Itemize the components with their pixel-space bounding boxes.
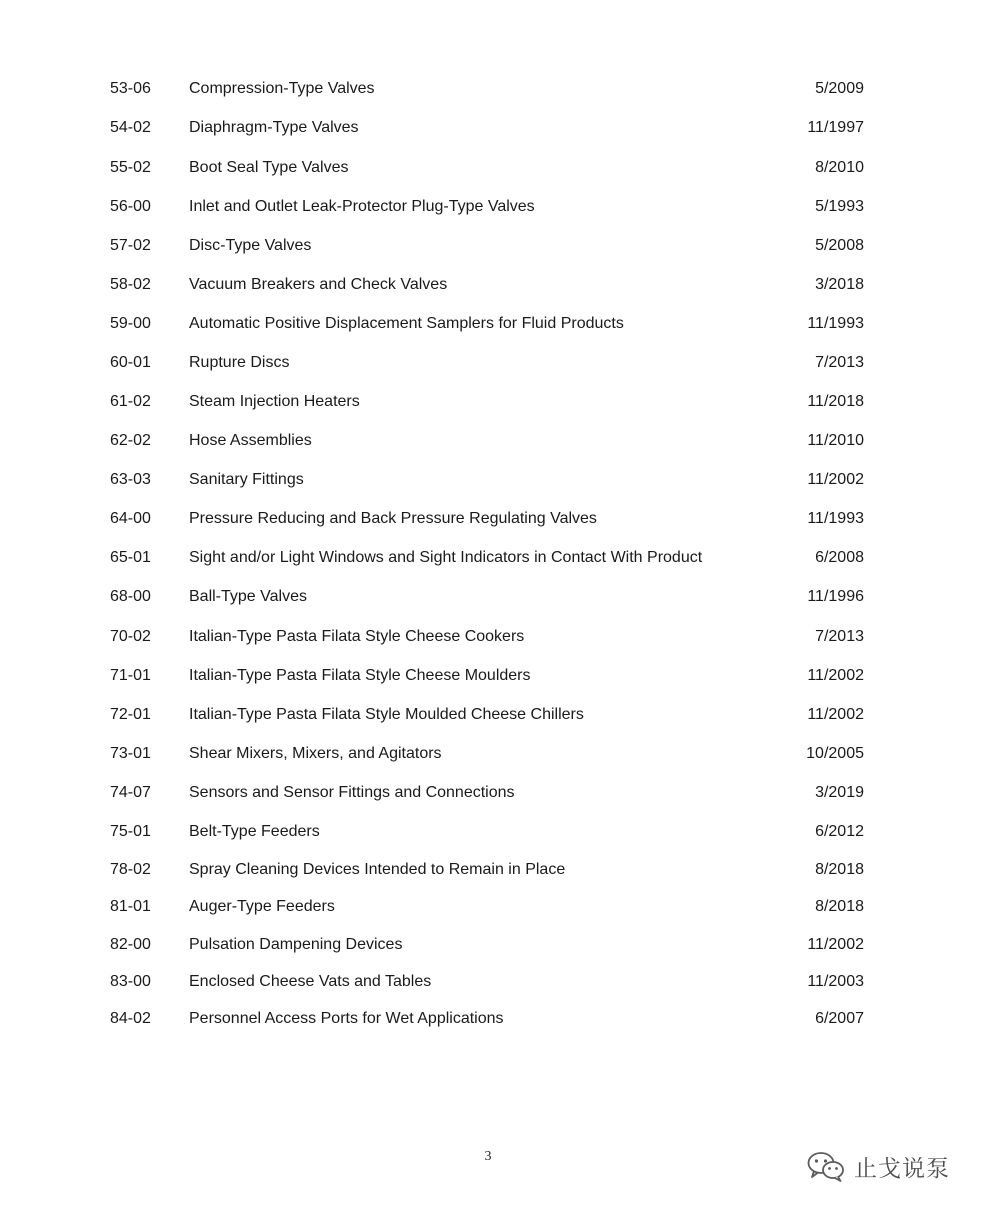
watermark-text: 止戈说泵 [854,1155,950,1182]
standard-title: Pressure Reducing and Back Pressure Regulating Valves [189,510,597,527]
standard-title: Vacuum Breakers and Check Valves [189,276,448,293]
standard-title: Sensors and Sensor Fittings and Connections [189,784,515,801]
standard-date: 11/2003 [807,973,864,990]
standard-title: Pulsation Dampening Devices [189,936,403,953]
standard-title: Boot Seal Type Valves [189,159,349,176]
standard-code: 82-00 [110,936,151,953]
standard-code: 59-00 [110,315,151,332]
standard-code: 55-02 [110,159,151,176]
standard-code: 53-06 [110,80,151,97]
standard-code: 54-02 [110,119,151,136]
standard-code: 73-01 [110,745,151,762]
standard-date: 5/2009 [815,80,864,97]
standard-title: Belt-Type Feeders [189,823,320,840]
standard-date: 11/1997 [807,119,864,136]
standard-title: Disc-Type Valves [189,237,312,254]
list-item [110,117,866,139]
standard-code: 84-02 [110,1010,151,1027]
list-item [110,313,866,335]
standard-date: 8/2018 [815,898,864,915]
standard-date: 5/2008 [815,237,864,254]
wechat-icon [806,1150,846,1182]
standard-date: 6/2007 [815,1010,864,1027]
list-item [110,196,866,218]
standard-title: Sight and/or Light Windows and Sight Indicators in Contact With Product [189,549,703,566]
standard-date: 11/2010 [807,432,864,449]
standard-code: 71-01 [110,667,151,684]
standard-title: Automatic Positive Displacement Samplers for Fluid Products [189,315,624,332]
standard-title: Compression-Type Valves [189,80,375,97]
standard-code: 61-02 [110,393,151,410]
standard-code: 68-00 [110,588,151,605]
standard-code: 63-03 [110,471,151,488]
standard-title: Personnel Access Ports for Wet Applications [189,1010,504,1027]
standard-code: 81-01 [110,898,151,915]
standard-code: 65-01 [110,549,151,566]
list-item [110,896,866,918]
list-item [110,508,866,530]
standard-title: Steam Injection Heaters [189,393,360,410]
standard-title: Shear Mixers, Mixers, and Agitators [189,745,442,762]
list-item [110,157,866,179]
standard-code: 78-02 [110,861,151,878]
list-item [110,782,866,804]
list-item [110,704,866,726]
standard-code: 64-00 [110,510,151,527]
list-item [110,469,866,491]
standard-title: Auger-Type Feeders [189,898,335,915]
standard-date: 8/2018 [815,861,864,878]
list-item [110,430,866,452]
standard-code: 57-02 [110,237,151,254]
standard-title: Inlet and Outlet Leak-Protector Plug-Type Valves [189,198,535,215]
standard-code: 62-02 [110,432,151,449]
standard-code: 74-07 [110,784,151,801]
list-item [110,586,866,608]
list-item [110,971,866,993]
standard-date: 3/2019 [815,784,864,801]
list-item [110,821,866,843]
standard-title: Enclosed Cheese Vats and Tables [189,973,432,990]
standard-date: 10/2005 [806,745,864,762]
standard-code: 58-02 [110,276,151,293]
standard-title: Spray Cleaning Devices Intended to Remain in Place [189,861,566,878]
standard-code: 83-00 [110,973,151,990]
standard-date: 7/2013 [815,628,864,645]
standard-code: 56-00 [110,198,151,215]
standard-title: Italian-Type Pasta Filata Style Cheese Moulders [189,667,531,684]
standard-title: Ball-Type Valves [189,588,307,605]
list-item [110,859,866,881]
standard-date: 11/1996 [807,588,864,605]
list-item [110,274,866,296]
list-item [110,665,866,687]
standard-code: 72-01 [110,706,151,723]
standard-title: Sanitary Fittings [189,471,304,488]
list-item [110,626,866,648]
list-item [110,78,866,100]
standard-title: Hose Assemblies [189,432,312,449]
standard-title: Italian-Type Pasta Filata Style Moulded Cheese Chillers [189,706,584,723]
standard-date: 11/2002 [807,936,864,953]
standard-code: 60-01 [110,354,151,371]
list-item [110,391,866,413]
list-item [110,934,866,956]
page-number: 3 [484,1149,492,1164]
standard-title: Diaphragm-Type Valves [189,119,359,136]
standard-date: 11/1993 [807,315,864,332]
standard-date: 11/2002 [807,471,864,488]
standard-date: 8/2010 [815,159,864,176]
standard-date: 11/2002 [807,706,864,723]
watermark [806,1148,950,1184]
list-item [110,1008,866,1030]
standard-title: Italian-Type Pasta Filata Style Cheese Cookers [189,628,525,645]
standard-date: 11/1993 [807,510,864,527]
standard-date: 11/2002 [807,667,864,684]
list-item [110,743,866,765]
standard-date: 6/2012 [815,823,864,840]
standard-date: 11/2018 [807,393,864,410]
list-item [110,235,866,257]
standard-date: 3/2018 [815,276,864,293]
standard-code: 75-01 [110,823,151,840]
standard-code: 70-02 [110,628,151,645]
list-item [110,547,866,569]
list-item [110,352,866,374]
standard-date: 7/2013 [815,354,864,371]
standard-date: 5/1993 [815,198,864,215]
standard-date: 6/2008 [815,549,864,566]
standard-title: Rupture Discs [189,354,290,371]
